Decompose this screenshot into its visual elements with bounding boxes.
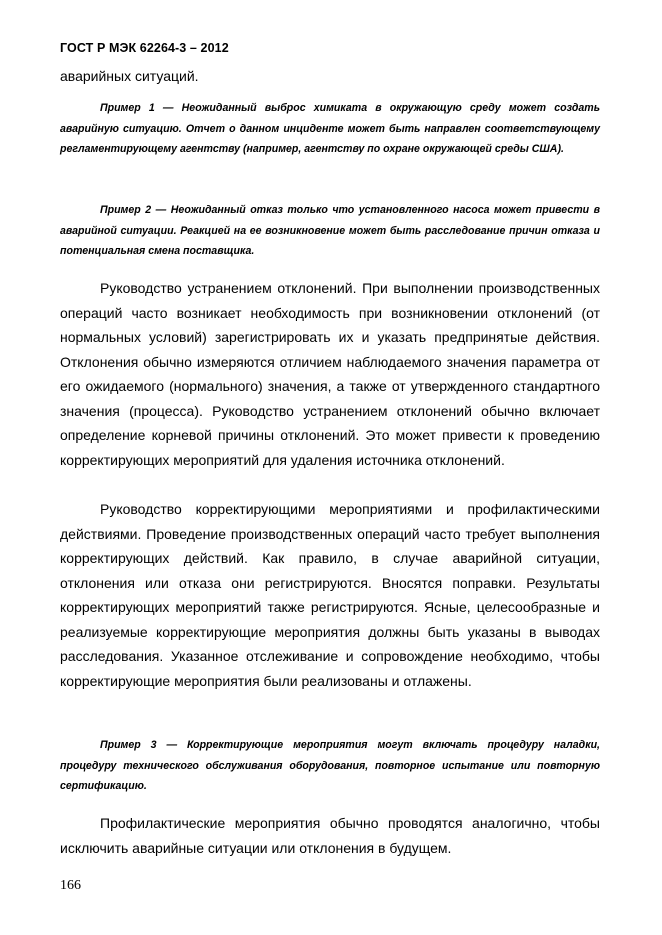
paragraph-deviation-management: Руководство устранением отклонений. При выполнении производственных операций часто возникает необходимость при возникновении отклонений (от нормальных условий) зарегистрировать их и указать предпринятые действия. Отклонения обычно измеряются отличием наблюдаемого значения параметра от его ожидаемого (нормального) значения, а также от утвержденного стандартного значения (процесса). Руководство устранением отклонений обычно включает определение корневой причины отклонений. Это может привести к проведению корректирующих мероприятий для удаления источника отклонений. (60, 280, 600, 468)
page-number: 166 (60, 878, 81, 893)
example-1: Пример 1 — Неожиданный выброс химиката в окружающую среду может создать аварийную ситуацию. Отчет о данном инциденте может быть направлен соответствующему регламентирующему агентству (например, агентству по охране окружающей среды США). (60, 102, 600, 155)
example-3: Пример 3 — Корректирующие мероприятия могут включать процедуру наладки, процедуру технического обслуживания оборудования, повторное испытание или повторную сертификацию. (60, 739, 600, 792)
paragraph-corrective-actions: Руководство корректирующими мероприятиями и профилактическими действиями. Проведение производственных операций часто требует выполнения корректирующих действий. Как правило, в случае аварийной ситуации, отклонения или отказа они регистрируются. Вносятся поправки. Результаты корректирующих мероприятий также регистрируются. Ясные, целесообразные и реализуемые корректирующие мероприятия должны быть указаны в выводах расследования. Указанное отслеживание и сопровождение необходимо, чтобы корректирующие мероприятия были реализованы и отлажены. (60, 501, 600, 689)
example-2: Пример 2 — Неожиданный отказ только что установленного насоса может привести в аварийной ситуации. Реакцией на ее возникновение может быть расследование причин отказа и потенциальная смена поставщика. (60, 204, 600, 257)
paragraph-preventive-actions: Профилактические мероприятия обычно проводятся аналогично, чтобы исключить аварийные ситуации или отклонения в будущем. (60, 815, 600, 856)
document-header: ГОСТ Р МЭК 62264-3 – 2012 (60, 41, 229, 55)
paragraph-continuation: аварийных ситуаций. (60, 68, 199, 84)
document-page (60, 0, 600, 935)
